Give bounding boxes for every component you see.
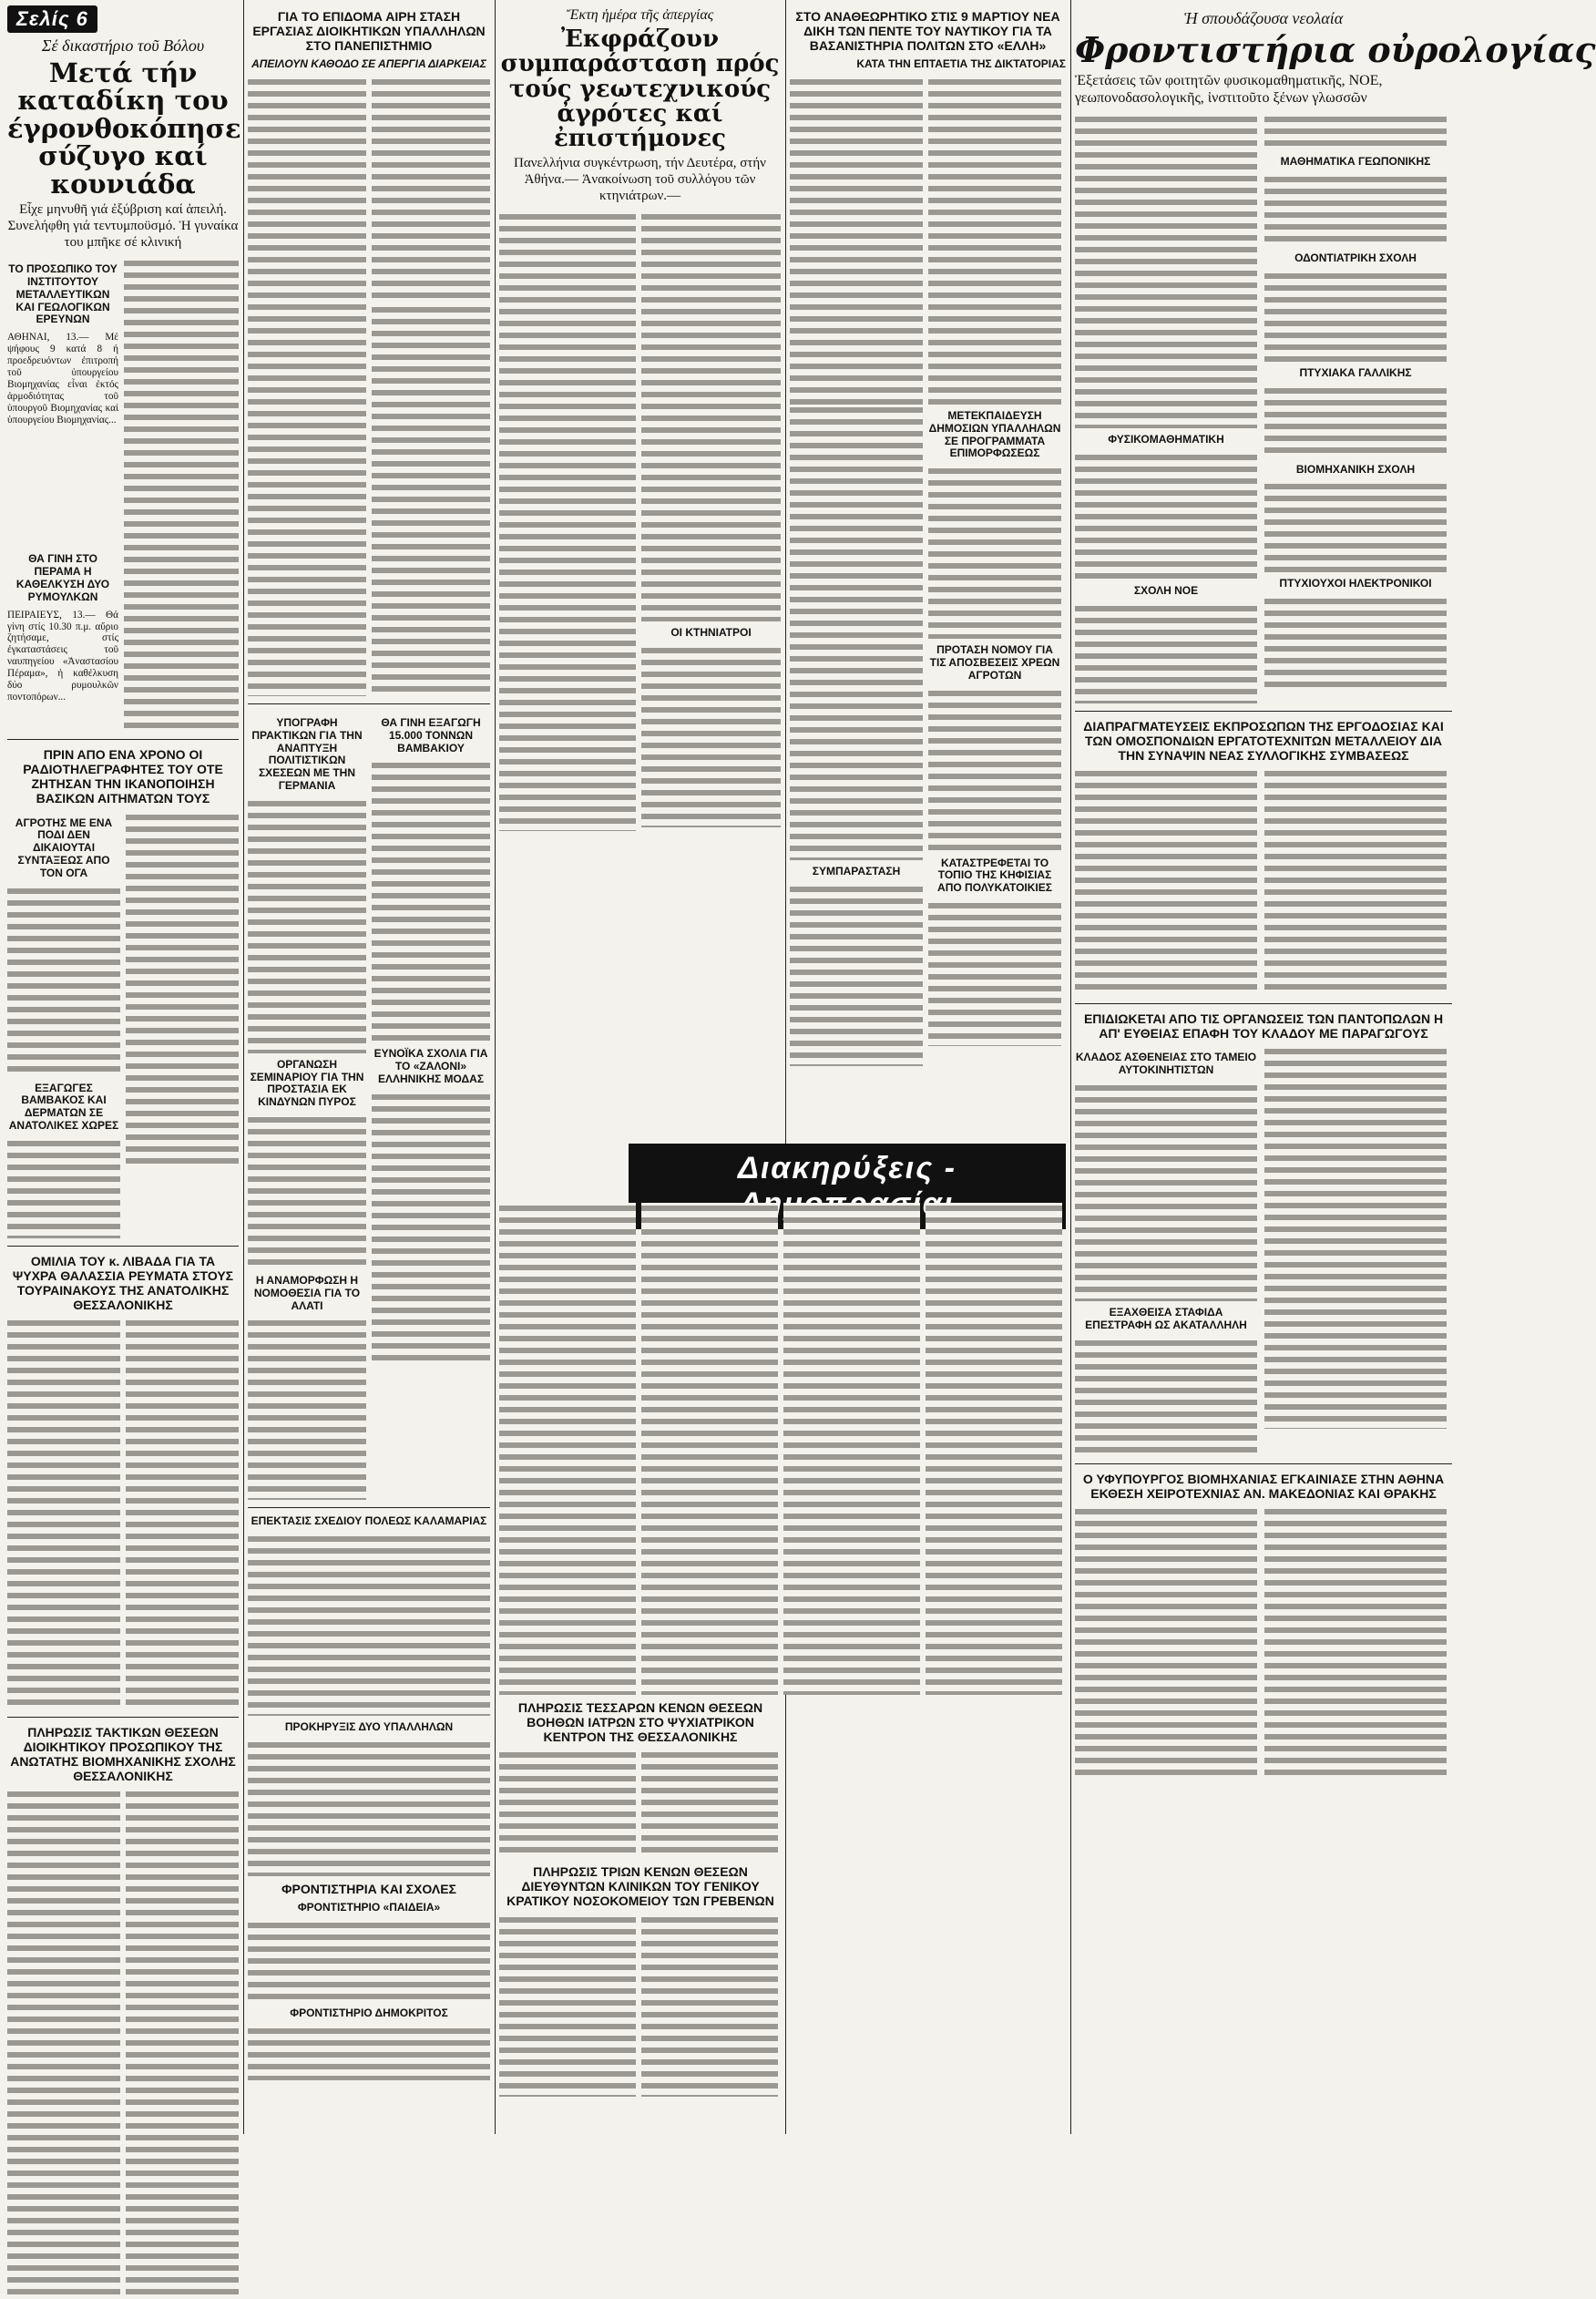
body-text-block bbox=[126, 1789, 239, 2299]
story-headline: ΠΡΟΚΗΡΥΞΙΣ ΔΥΟ ΥΠΑΛΛΗΛΩΝ bbox=[284, 1720, 454, 1734]
headline: Μετά τήν καταδίκη του έγρονθοκόπησε σύζυγο καί κουνιάδα bbox=[7, 57, 241, 200]
divider bbox=[248, 703, 490, 704]
headline: Ἐκφράζουν συμπαράσταση πρός τούς γεωτεχνικούς ἀγρότες καί ἐπιστήμονες bbox=[500, 26, 780, 153]
body-text-block bbox=[790, 77, 923, 405]
story-headline: ΕΠΙΔΙΩΚΕΤΑΙ ΑΠΟ ΤΙΣ ΟΡΓΑΝΩΣΕΙΣ ΤΩΝ ΠΑΝΤΟΠΩΛΩΝ Η ΑΠ' ΕΥΘΕΙΑΣ ΕΠΑΦΗ ΤΟΥ ΚΛΑΔΟΥ ΜΕ ΠΑΡΑΓΩΓΟΥΣ bbox=[1083, 1011, 1444, 1042]
body-text-block bbox=[1264, 174, 1447, 247]
body-text-block bbox=[499, 211, 636, 831]
body-text-block bbox=[928, 900, 1061, 1046]
subhead: Εἶχε μηνυθῆ γιά ἐξύβριση καί ἀπειλή. Συνελήφθη γιά τεντυμποϋσμό. Ἡ γυναίκα του μπῆκε σέ κλινική bbox=[7, 202, 239, 251]
body-text-block bbox=[126, 1318, 239, 1709]
divider bbox=[7, 1717, 239, 1718]
body-text-block bbox=[372, 1092, 490, 1365]
story-headline: ΠΡΟΤΑΣΗ ΝΟΜΟΥ ΓΙΑ ΤΙΣ ΑΠΟΣΒΕΣΕΙΣ ΧΡΕΩΝ ΑΓΡΟΤΩΝ bbox=[929, 643, 1060, 682]
story-headline: ΚΑΤΑΣΤΡΕΦΕΤΑΙ ΤΟ ΤΟΠΙΟ ΤΗΣ ΚΗΦΙΣΙΑΣ ΑΠΟ ΠΟΛΥΚΑΤΟΙΚΙΕΣ bbox=[937, 856, 1052, 895]
body-text-block bbox=[1264, 1046, 1447, 1429]
body-text-block bbox=[1264, 385, 1447, 458]
story-headline: ΠΡΙΝ ΑΠΟ ΕΝΑ ΧΡΟΝΟ ΟΙ ΡΑΔΙΟΤΗΛΕΓΡΑΦΗΤΕΣ ΤΟΥ ΟΤΕ ΖΗΤΗΣΑΝ ΤΗΝ ΙΚΑΝΟΠΟΙΗΣΗ ΒΑΣΙΚΩΝ ΑΙΤΗΜΑΤΩΝ ΤΟΥΣ bbox=[23, 747, 223, 806]
divider bbox=[7, 1246, 239, 1247]
column-divider bbox=[243, 0, 244, 2134]
section-label: ΦΥΣΙΚΟΜΑΘΗΜΑΤΙΚΗ bbox=[1108, 433, 1224, 446]
divider bbox=[7, 739, 239, 740]
kicker: Σέ δικαστήριο τοῦ Βόλου bbox=[41, 36, 205, 55]
divider bbox=[1075, 1003, 1452, 1004]
body-text-block bbox=[1075, 452, 1257, 580]
body-text-block bbox=[248, 1318, 366, 1500]
body-text-block bbox=[1264, 596, 1447, 687]
column-2 bbox=[248, 0, 490, 2134]
subhead: Πανελλήνια συγκέντρωση, τήν Δευτέρα, στήν Ἀθήνα.— Ἀνακοίνωση τοῦ συλλόγου τῶν κτηνιάτρων.— bbox=[514, 156, 766, 204]
story-headline: ΕΠΕΚΤΑΣΙΣ ΣΧΕΔΙΟΥ ΠΟΛΕΩΣ ΚΑΛΑΜΑΡΙΑΣ bbox=[251, 1514, 487, 1528]
page-logo: Σελίς 6 bbox=[7, 5, 97, 33]
story-headline: ΓΙΑ ΤΟ ΕΠΙΔΟΜΑ ΑΙΡΗ ΣΤΑΣΗ ΕΡΓΑΣΙΑΣ ΔΙΟΙΚΗΤΙΚΩΝ ΥΠΑΛΛΗΛΩΝ ΣΤΟ ΠΑΝΕΠΙΣΤΗΜΙΟ bbox=[252, 9, 486, 54]
body-text-block bbox=[1075, 1506, 1257, 1780]
body-text-block bbox=[1264, 768, 1447, 996]
column-1 bbox=[7, 0, 239, 2134]
body-text-block bbox=[248, 77, 366, 696]
body-text-block bbox=[641, 645, 781, 827]
body-text-block bbox=[499, 1750, 636, 1859]
story-text: ΑΘΗΝΑΙ, 13.— Μέ ψήφους 9 κατά 8 ή προεδρευόντων ἐπιτροπή τοῦ ὑπουργείου Βιομηχανίας εἶναι ἐκτός ἀρμοδιότητας τοῦ ὑπουργοῦ Βιομηχανίας καί ὑπουργείου Βιομηχανίας... bbox=[7, 332, 118, 426]
divider bbox=[248, 1507, 490, 1508]
body-text-block bbox=[928, 466, 1061, 639]
headline: Φροντιστήρια οὐρολογίας bbox=[1075, 29, 1596, 70]
divider bbox=[1075, 1463, 1452, 1464]
section-label: ΒΙΟΜΗΧΑΝΙΚΗ ΣΧΟΛΗ bbox=[1295, 462, 1416, 476]
body-text-block bbox=[248, 1740, 490, 1876]
body-text-block bbox=[1075, 114, 1257, 428]
body-text-block bbox=[124, 258, 239, 732]
body-text-block bbox=[7, 1138, 120, 1238]
story-headline: ΦΡΟΝΤΙΣΤΗΡΙΟ «ΠΑΙΔΕΙΑ» bbox=[297, 1901, 441, 1914]
body-text-block bbox=[372, 760, 490, 1042]
body-text-block bbox=[7, 1318, 120, 1709]
body-text-block bbox=[641, 1914, 778, 2097]
body-text-block bbox=[790, 405, 923, 860]
section-label: ΣΧΟΛΗ ΝΟΕ bbox=[1133, 584, 1199, 598]
classifieds-area bbox=[499, 1203, 1066, 2132]
story-headline: ΟΡΓΑΝΩΣΗ ΣΕΜΙΝΑΡΙΟΥ ΓΙΑ ΤΗΝ ΠΡΟΣΤΑΣΙΑ ΕΚ ΚΙΝΔΥΝΩΝ ΠΥΡΟΣ bbox=[250, 1057, 364, 1109]
story-headline: Ο ΥΦΥΠΟΥΡΓΟΣ ΒΙΟΜΗΧΑΝΙΑΣ ΕΓΚΑΙΝΙΑΣΕ ΣΤΗΝ ΑΘΗΝΑ ΕΚΘΕΣΗ ΧΕΙΡΟΤΕΧΝΙΑΣ ΑΝ. ΜΑΚΕΔΟΝΙΑΣ ΚΑΙ ΘΡΑΚΗΣ bbox=[1082, 1471, 1445, 1501]
body-text-block bbox=[248, 1534, 490, 1716]
story-headline: ΕΞΑΓΩΓΕΣ ΒΑΜΒΑΚΟΣ ΚΑΙ ΔΕΡΜΑΤΩΝ ΣΕ ΑΝΑΤΟΛΙΚΕΣ ΧΩΡΕΣ bbox=[8, 1081, 119, 1132]
story-headline: ΦΡΟΝΤΙΣΤΗΡΙΟ ΔΗΜΟΚΡΙΤΟΣ bbox=[290, 2006, 448, 2019]
story-headline: ΔΙΑΠΡΑΓΜΑΤΕΥΣΕΙΣ ΕΚΠΡΟΣΩΠΩΝ ΤΗΣ ΕΡΓΟΔΟΣΙΑΣ ΚΑΙ ΤΩΝ ΟΜΟΣΠΟΝΔΙΩΝ ΕΡΓΑΤΟΤΕΧΝΙΤΩΝ ΜΕΤΑΛΛΕΙΟΥ ΔΙΑ ΤΗΝ ΣΥΝΑΨΙΝ ΝΕΑΣ ΣΥΛΛΟΓΙΚΗΣ ΣΥΜΒΑΣΕΩΣ bbox=[1083, 718, 1444, 764]
kicker: Ἔκτη ἡμέρα τῆς ἀπεργίας bbox=[566, 7, 714, 23]
body-text-block bbox=[1264, 271, 1447, 362]
section-label: ΠΤΥΧΙΑΚΑ ΓΑΛΛΙΚΗΣ bbox=[1299, 365, 1412, 379]
story-headline: ΣΤΟ ΑΝΑΘΕΩΡΗΤΙΚΟ ΣΤΙΣ 9 ΜΑΡΤΙΟΥ ΝΕΑ ΔΙΚΗ ΤΩΝ ΠΕΝΤΕ ΤΟΥ ΝΑΥΤΙΚΟΥ ΓΙΑ ΤΑ ΒΑΣΑΝΙΣΤΗΡΙΑ ΠΟΛΙΤΩΝ ΣΤΟ «ΕΛΛΗ» bbox=[795, 9, 1060, 54]
story-headline: ΘΑ ΓΙΝΗ ΣΤΟ ΠΕΡΑΜΑ Η ΚΑΘΕΛΚΥΣΗ ΔΥΟ ΡΥΜΟΥΛΚΩΝ bbox=[15, 552, 110, 603]
section-label: ΟΙ ΚΤΗΝΙΑΤΡΟΙ bbox=[670, 626, 752, 640]
story-headline: ΕΞΑΧΘΕΙΣΑ ΣΤΑΦΙΔΑ ΕΠΕΣΤΡΑΦΗ ΩΣ ΑΚΑΤΑΛΛΗΛΗ bbox=[1085, 1305, 1247, 1331]
body-text-block bbox=[1264, 114, 1447, 150]
kicker: Ἡ σπουδάζουσα νεολαία bbox=[1183, 9, 1344, 27]
body-text-block bbox=[7, 431, 118, 548]
body-text-block bbox=[928, 77, 1061, 405]
body-text-block bbox=[1075, 768, 1257, 996]
notice-headline: ΠΛΗΡΩΣΙΣ ΤΕΣΣΑΡΩΝ ΚΕΝΩΝ ΘΕΣΕΩΝ ΒΟΗΘΩΝ ΙΑΤΡΩΝ ΣΤΟ ΨΥΧΙΑΤΡΙΚΟΝ ΚΕΝΤΡΟΝ ΤΗΣ ΘΕΣΣΑΛΟΝΙΚΗΣ bbox=[517, 1700, 763, 1745]
body-text-block bbox=[248, 798, 366, 1053]
body-text-block bbox=[790, 884, 923, 1066]
story-headline: ΣΥΜΠΑΡΑΣΤΑΣΗ bbox=[812, 865, 901, 878]
section-label: ΟΔΟΝΤΙΑΤΡΙΚΗ ΣΧΟΛΗ bbox=[1294, 251, 1417, 265]
story-headline: ΕΥΝΟΪΚΑ ΣΧΟΛΙΑ ΓΙΑ ΤΟ «ΖΑΛΟΝΙ» ΕΛΛΗΝΙΚΗΣ ΜΟΔΑΣ bbox=[373, 1047, 488, 1086]
body-text-block bbox=[248, 1920, 490, 2002]
body-text-block bbox=[641, 211, 781, 621]
body-text-block bbox=[1075, 603, 1257, 703]
subhead: Ἐξετάσεις τῶν φοιτητῶν φυσικομαθηματικῆς, ΝΟΕ, γεωπονοδασολογικῆς, ἰνστιτοῦτο ξένων γλωσσῶν bbox=[1075, 72, 1383, 107]
section-label: ΜΑΘΗΜΑΤΙΚΑ ΓΕΩΠΟΝΙΚΗΣ bbox=[1280, 155, 1431, 169]
body-text-block bbox=[372, 77, 490, 304]
column-4 bbox=[790, 0, 1066, 1139]
body-text-block bbox=[499, 1203, 636, 1695]
story-headline: ΑΓΡΟΤΗΣ ΜΕ ΕΝΑ ΠΟΔΙ ΔΕΝ ΔΙΚΑΙΟΥΤΑΙ ΣΥΝΤΑΞΕΩΣ ΑΠΟ ΤΟΝ ΟΓΑ bbox=[15, 816, 113, 879]
body-text-block bbox=[126, 812, 239, 1167]
divider bbox=[1075, 711, 1452, 712]
body-text-block bbox=[926, 1203, 1062, 1695]
body-text-block bbox=[1075, 1338, 1257, 1456]
body-text-block bbox=[7, 886, 120, 1077]
section-label: ΠΤΥΧΙΟΥΧΟΙ ΗΛΕΚΤΡΟΝΙΚΟΙ bbox=[1279, 577, 1432, 590]
body-text-block bbox=[248, 2026, 490, 2080]
body-text-block bbox=[928, 688, 1061, 852]
body-text-block bbox=[783, 1203, 920, 1695]
column-divider bbox=[1070, 0, 1071, 2134]
body-text-block bbox=[1264, 1506, 1447, 1780]
story-headline: ΥΠΟΓΡΑΦΗ ΠΡΑΚΤΙΚΩΝ ΓΙΑ ΤΗΝ ΑΝΑΠΤΥΞΗ ΠΟΛΙΤΙΣΤΙΚΩΝ ΣΧΕΣΕΩΝ ΜΕ ΤΗΝ ΓΕΡΜΑΝΙΑ bbox=[251, 716, 363, 793]
body-text-block bbox=[641, 1203, 778, 1695]
classifieds-banner: Διακηρύξεις - bbox=[629, 1144, 1066, 1229]
story-text: ΠΕΙΡΑΙΕΥΣ, 13.— Θά γίνη στίς 10.30 π.μ. αὔριο ζητήσαμε, στίς ἐγκαταστάσεις τοῦ ναυπηγείου «Ἀναστασίου Πέραμα», ἡ καθέλκυση δύο ρυμουλκῶν ποντοπόρων... bbox=[7, 609, 118, 703]
story-headline: ΤΟ ΠΡΟΣΩΠΙΚΟ ΤΟΥ ΙΝΣΤΙΤΟΥΤΟΥ ΜΕΤΑΛΛΕΥΤΙΚΩΝ ΚΑΙ ΓΕΩΛΟΓΙΚΩΝ ΕΡΕΥΝΩΝ bbox=[8, 262, 118, 326]
body-text-block bbox=[248, 1114, 366, 1269]
body-text-block bbox=[7, 1789, 120, 2299]
story-headline: ΘΑ ΓΙΝΗ ΕΞΑΓΩΓΗ 15.000 ΤΟΝΝΩΝ ΒΑΜΒΑΚΙΟΥ bbox=[381, 716, 481, 754]
body-text-block bbox=[1264, 481, 1447, 572]
body-text-block bbox=[641, 1750, 778, 1859]
story-headline: ΠΛΗΡΩΣΙΣ ΤΑΚΤΙΚΩΝ ΘΕΣΕΩΝ ΔΙΟΙΚΗΤΙΚΟΥ ΠΡΟΣΩΠΙΚΟΥ ΤΗΣ ΑΝΩΤΑΤΗΣ ΒΙΟΜΗΧΑΝΙΚΗΣ ΣΧΟΛΗΣ ΘΕΣΣΑΛΟΝΙΚΗΣ bbox=[10, 1725, 236, 1784]
column-divider bbox=[495, 0, 496, 2134]
story-subheadline: ΑΠΕΙΛΟΥΝ ΚΑΘΟΔΟ ΣΕ ΑΠΕΡΓΙΑ ΔΙΑΡΚΕΙΑΣ bbox=[251, 57, 486, 71]
body-text-block bbox=[372, 304, 490, 696]
story-headline: ΜΕΤΕΚΠΑΙΔΕΥΣΗ ΔΗΜΟΣΙΩΝ ΥΠΑΛΛΗΛΩΝ ΣΕ ΠΡΟΓΡΑΜΜΑΤΑ ΕΠΙΜΟΡΦΩΣΕΩΣ bbox=[928, 409, 1061, 460]
story-headline: Η ΑΝΑΜΟΡΦΩΣΗ Η ΝΟΜΟΘΕΣΙΑ ΓΙΑ ΤΟ ΑΛΑΤΙ bbox=[253, 1274, 361, 1312]
body-text-block bbox=[499, 1914, 636, 2097]
notice-headline: ΠΛΗΡΩΣΙΣ ΤΡΙΩΝ ΚΕΝΩΝ ΘΕΣΕΩΝ ΔΙΕΥΘΥΝΤΩΝ ΚΛΙΝΙΚΩΝ ΤΟΥ ΓΕΝΙΚΟΥ ΚΡΑΤΙΚΟΥ ΝΟΣΟΚΟΜΕΙΟΥ ΤΩΝ ΓΡΕΒΕΝΩΝ bbox=[506, 1864, 774, 1909]
body-text-block bbox=[1075, 1083, 1257, 1301]
story-subheadline: ΚΛΑΔΟΣ ΑΣΘΕΝΕΙΑΣ ΣΤΟ ΤΑΜΕΙΟ ΑΥΤΟΚΙΝΗΤΙΣΤΩΝ bbox=[1075, 1051, 1257, 1077]
column-5 bbox=[1075, 0, 1596, 2134]
story-headline: ΟΜΙΛΙΑ ΤΟΥ κ. ΛΙΒΑΔΑ ΓΙΑ ΤΑ ΨΥΧΡΑ ΘΑΛΑΣΣΙΑ ΡΕΥΜΑΤΑ ΣΤΟΥΣ ΤΟΥΡΑΙΝΑΚΟΥΣ ΤΗΣ ΑΝΑΤΟΛΙΚΗΣ ΘΕΣΣΑΛΟΝΙΚΗΣ bbox=[12, 1253, 234, 1313]
story-subheadline: ΚΑΤΑ ΤΗΝ ΕΠΤΑΕΤΙΑ ΤΗΣ ΔΙΚΤΑΤΟΡΙΑΣ bbox=[856, 57, 1066, 71]
story-headline: ΦΡΟΝΤΙΣΤΗΡΙΑ ΚΑΙ ΣΧΟΛΕΣ bbox=[281, 1882, 456, 1897]
